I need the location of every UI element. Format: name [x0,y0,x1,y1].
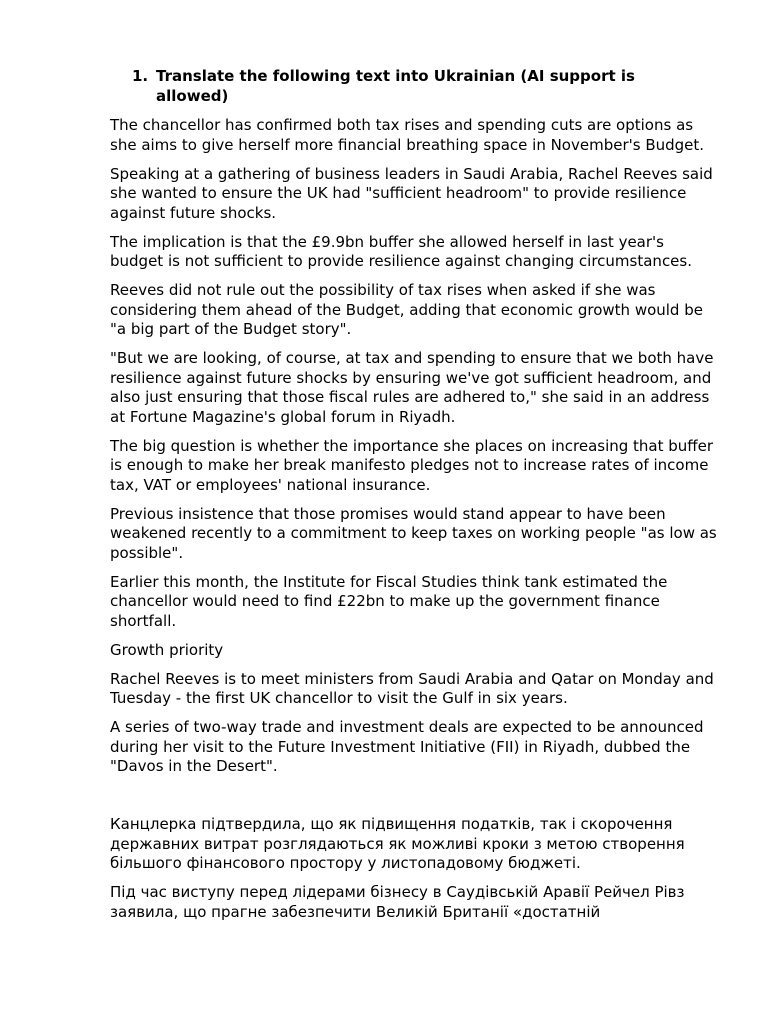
section-subheading: Growth priority [110,640,224,659]
blank-line [110,786,718,815]
english-paragraph: A series of two-way trade and investment deals are expected to be announced during her visit to the Future Investment Initiative (FII) in Riyadh, dubbed the "Davos in the Desert". [110,718,704,775]
english-paragraph: Earlier this month, the Institute for Fiscal Studies think tank estimated the chancellor would need to find £22bn to make up the government finance shortfall. [110,572,668,630]
english-paragraph: Rachel Reeves is to meet ministers from Saudi Arabia and Qatar on Monday and Tuesday - the first UK chancellor to visit the Gulf in six years. [110,669,714,707]
document-page [110,66,718,932]
english-paragraph: Speaking at a gathering of business leaders in Saudi Arabia, Rachel Reeves said she wanted to ensure the UK had "sufficient headroom" to provide resilience against future shocks. [110,164,713,222]
english-paragraph: The chancellor has confirmed both tax rises and spending cuts are options as she aims to give herself more financial breathing space in November's Budget. [110,116,705,154]
ukrainian-paragraph: Канцлерка підтвердила, що як підвищення податків, так і скорочення державних витрат розглядаються як можливі кроки з метою створення більшого фінансового простору у листопадовому бюджеті. [110,815,685,872]
english-text [110,116,718,777]
ukrainian-translation [110,815,718,922]
english-paragraph: "But we are looking, of course, at tax and spending to ensure that we both have resilience against future shocks by ensuring we've got sufficient headroom, and also just ensuring that those fiscal rules are adhered to," she said in an address at Fortune Magazine's global forum in Riyadh. [110,349,714,426]
task-heading [132,66,718,106]
english-paragraph: Previous insistence that those promises would stand appear to have been weakened recently to a commitment to keep taxes on working people "as low as possible". [110,504,717,562]
english-paragraph: Reeves did not rule out the possibility of tax rises when asked if she was considering them ahead of the Budget, adding that economic growth would be "a big part of the Budget story". [110,281,703,338]
english-paragraph: The implication is that the £9.9bn buffer she allowed herself in last year's budget is not sufficient to provide resilience against changing circumstances. [110,232,692,270]
task-heading-text: Translate the following text into Ukrainian (AI support is allowed) [156,67,635,105]
ukrainian-paragraph: Під час виступу перед лідерами бізнесу в Саудівській Аравії Рейчел Рівз заявила, що прагне забезпечити Великій Британії «достатній [110,883,685,921]
english-paragraph: The big question is whether the importance she places on increasing that buffer is enough to make her break manifesto pledges not to increase rates of income tax, VAT or employees' national insurance. [110,436,714,494]
task-number: 1. [132,67,149,85]
